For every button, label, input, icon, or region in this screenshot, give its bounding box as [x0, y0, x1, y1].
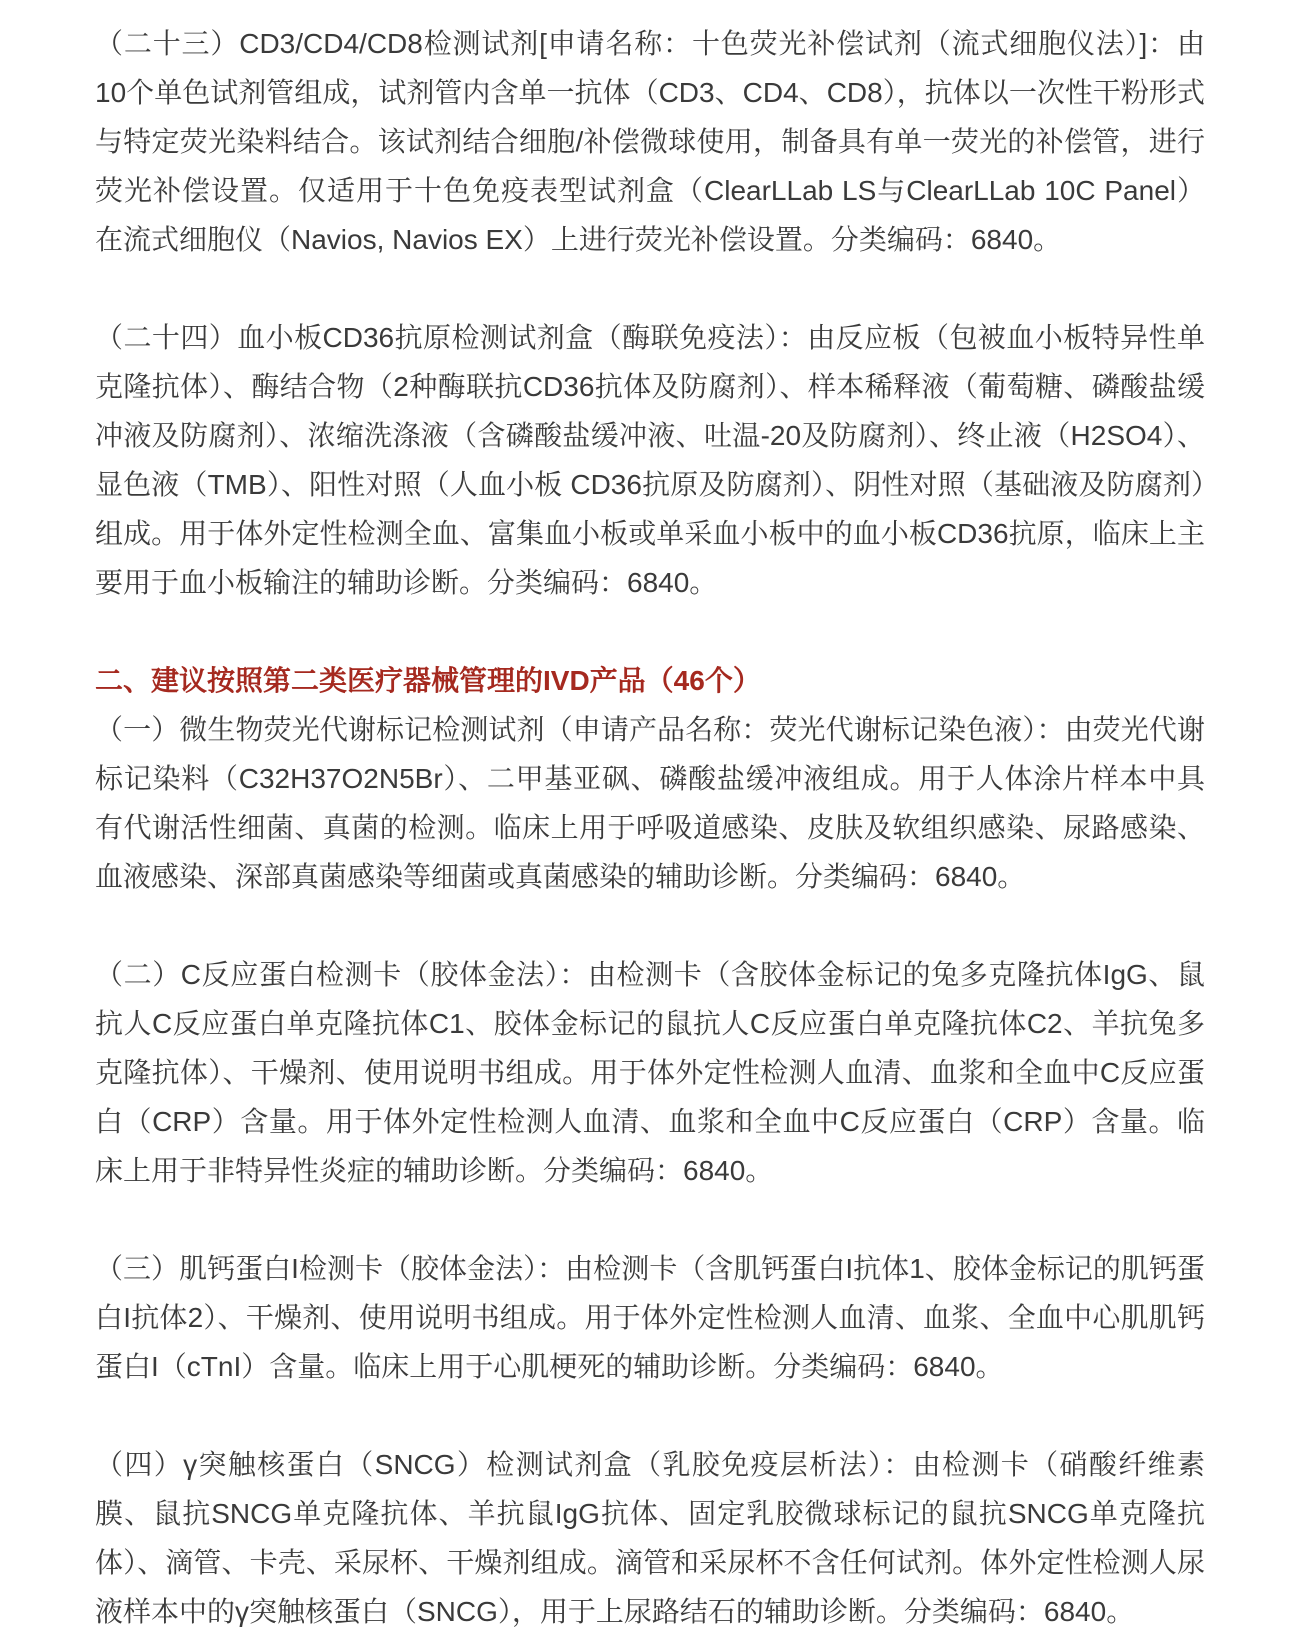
paragraph-item-1: （一）微生物荧光代谢标记检测试剂（申请产品名称：荧光代谢标记染色液）：由荧光代谢标记染料（C32H37O2N5Br）、二甲基亚砜、磷酸盐缓冲液组成。用于人体涂片样本中具有代谢活性细菌、真菌的检测。临床上用于呼吸道感染、皮肤及软组织感染、尿路感染、血液感染、深部真菌感染等细菌或真菌感染的辅助诊断。分类编码：6840。: [95, 714, 1205, 892]
paragraph-item-23: （二十三）CD3/CD4/CD8检测试剂[申请名称：十色荧光补偿试剂（流式细胞仪法）]：由10个单色试剂管组成，试剂管内含单一抗体（CD3、CD4、CD8），抗体以一次性干粉形式与特定荧光染料结合。该试剂结合细胞/补偿微球使用，制备具有单一荧光的补偿管，进行荧光补偿设置。仅适用于十色免疫表型试剂盒（ClearLLab LS与ClearLLab 10C Panel）在流式细胞仪（Navios, Navios EX）上进行荧光补偿设置。分类编码：6840。: [95, 28, 1205, 255]
paragraph-item-4: （四）γ突触核蛋白（SNCG）检测试剂盒（乳胶免疫层析法）：由检测卡（硝酸纤维素膜、鼠抗SNCG单克隆抗体、羊抗鼠IgG抗体、固定乳胶微球标记的鼠抗SNCG单克隆抗体）、滴管、卡壳、采尿杯、干燥剂组成。滴管和采尿杯不含任何试剂。体外定性检测人尿液样本中的γ突触核蛋白（SNCG），用于上尿路结石的辅助诊断。分类编码：6840。: [95, 1449, 1205, 1627]
section-heading-class2-ivd: 二、建议按照第二类医疗器械管理的IVD产品（46个）: [95, 665, 761, 696]
paragraph-item-24: （二十四）血小板CD36抗原检测试剂盒（酶联免疫法）：由反应板（包被血小板特异性单克隆抗体）、酶结合物（2种酶联抗CD36抗体及防腐剂）、样本稀释液（葡萄糖、磷酸盐缓冲液及防腐剂）、浓缩洗涤液（含磷酸盐缓冲液、吐温-20及防腐剂）、终止液（H2SO4）、显色液（TMB）、阳性对照（人血小板 CD36抗原及防腐剂）、阴性对照（基础液及防腐剂）组成。用于体外定性检测全血、富集血小板或单采血小板中的血小板CD36抗原，临床上主要用于血小板输注的辅助诊断。分类编码：6840。: [95, 322, 1205, 598]
paragraph-item-2: （二）C反应蛋白检测卡（胶体金法）：由检测卡（含胶体金标记的兔多克隆抗体IgG、鼠抗人C反应蛋白单克隆抗体C1、胶体金标记的鼠抗人C反应蛋白单克隆抗体C2、羊抗兔多克隆抗体）、干燥剂、使用说明书组成。用于体外定性检测人血清、血浆和全血中C反应蛋白（CRP）含量。用于体外定性检测人血清、血浆和全血中C反应蛋白（CRP）含量。临床上用于非特异性炎症的辅助诊断。分类编码：6840。: [95, 959, 1205, 1186]
paragraph-item-3: （三）肌钙蛋白I检测卡（胶体金法）：由检测卡（含肌钙蛋白I抗体1、胶体金标记的肌钙蛋白I抗体2）、干燥剂、使用说明书组成。用于体外定性检测人血清、血浆、全血中心肌肌钙蛋白I（cTnI）含量。临床上用于心肌梗死的辅助诊断。分类编码：6840。: [95, 1253, 1205, 1382]
